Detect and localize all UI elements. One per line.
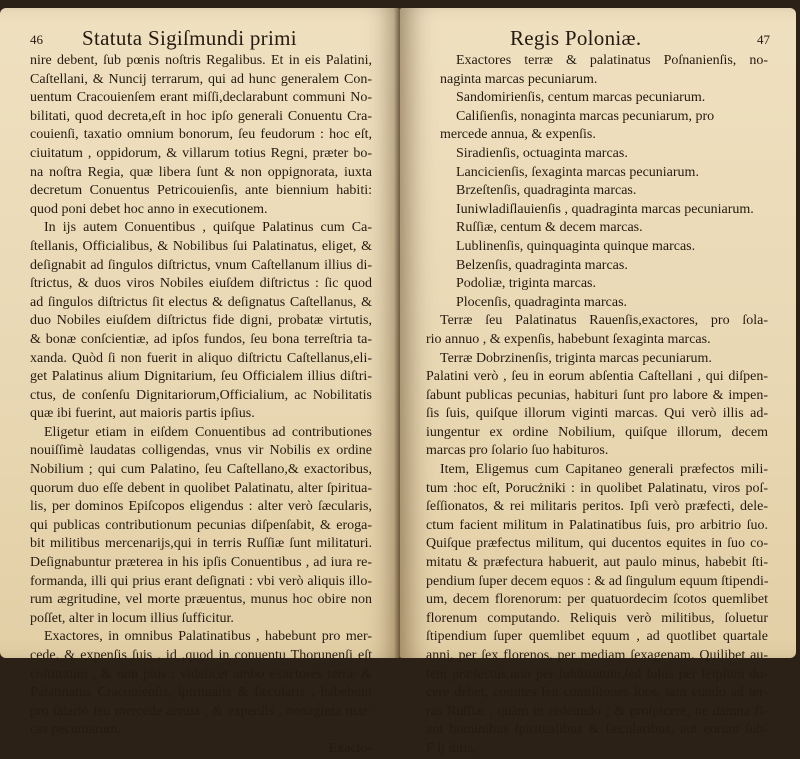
- text-line: tem præfectus,non per ſubſtitutum,ſed ſolus per ſeipſum du-: [426, 666, 768, 682]
- text-line: lis, per dominos Epiſcopos eligendus : alter verò ſæcularis,: [30, 499, 372, 515]
- text-line: naginta marcas pecuniarum.: [440, 71, 598, 87]
- text-line: anni, per ſex florenos, per mediam ſexagenam. Quilibet au-: [426, 648, 768, 663]
- text-line: Item, Eligemus cum Capitaneo generali præfectos mili-: [440, 462, 768, 478]
- text-line: ant hominibus ſpiritualibus & ſæcularibus, aut eorum ſub-: [426, 722, 768, 738]
- text-line: Exacto-: [328, 740, 372, 756]
- text-line: na noſtra Regia, quæ libera ſunt & non oppignorata, iuxta: [30, 164, 372, 180]
- left-page-number: 46: [30, 32, 43, 47]
- text-line: ſtipendium ſuper quemlibet equum , ad quotlibet quartale: [426, 629, 768, 645]
- text-line: couienſi, taxatio omnium bonorum, ſeu feudorum : hoc eſt,: [30, 127, 372, 143]
- text-line: ſis ſuis, quiſque illorum viginti marcas. Qui verò illis ad-: [426, 406, 768, 422]
- text-line: decretum Conuentus Petricouienſis, ante biennium habiti:: [30, 183, 372, 199]
- right-page-number: 47: [757, 32, 770, 47]
- text-line: bit militibus mercenarijs,qui in terris Ruſſiæ ſunt militaturi.: [30, 536, 372, 552]
- text-line: tum :hoc eſt, Porucżniki : in quolibet Palatinatu, viros poſ-: [426, 480, 768, 496]
- left-page-body: [30, 52, 376, 759]
- text-line: marcas pro ſolario ſuo habituros.: [426, 443, 609, 459]
- left-page-header: [30, 26, 376, 50]
- text-line: Lublinenſis, quinquaginta quinque marcas.: [456, 238, 696, 254]
- text-line: formanda, illi qui prius erant deſignati : vbi verò aliquis illo-: [30, 573, 372, 589]
- text-line: florenum computando. Reliquis verò militibus, ſoluetur: [426, 610, 768, 626]
- text-line: cere debet, comites ſeu comilitones ſuos, tam eundo ad ter-: [426, 685, 768, 701]
- text-line: quorum duo eſſe debent in quolibet Palatinatu, alter ſpiritua-: [30, 480, 372, 496]
- text-line: Ruſſiæ, centum & decem marcas.: [456, 220, 643, 236]
- text-line: Caſtellani, & Nuncij terrarum, qui ad hunc generalem Con-: [30, 71, 372, 87]
- text-line: Terræ Dobrzinenſis, triginta marcas pecuniarum.: [440, 350, 712, 366]
- text-line: Palatinatus Cracouienſis, ſpiritualis & ſæcularis , habebunt: [30, 685, 372, 701]
- text-line: mercede annua, & expenſis.: [440, 127, 596, 143]
- text-line: pendium ſuper decem equos : & ad ſingulum equum ſtipendi-: [426, 573, 769, 589]
- text-line: nire debent, ſub pœnis noſtris Regalibus. Et in eis Palatini,: [30, 53, 372, 68]
- text-line: cede, & expenſis ſuis , id ,quod in conuentu Thorunenſi eſt: [30, 648, 372, 663]
- text-line: ſabunt publicas pecunias, habituri ſunt pro labore & impen-: [426, 387, 768, 403]
- text-line: duo Nobiles eiuſdem diſtrictus fide digni, probatæ virtutis,: [30, 313, 372, 329]
- right-page-header: [426, 26, 770, 50]
- text-line: Podoliæ, triginta marcas.: [456, 276, 596, 292]
- text-line: get Palatinus alium Dignitarium, ſeu Officialem illius diſtri-: [30, 369, 372, 385]
- text-line: & bonæ conſcientiæ, ad ipſos fundos, ſeu bona terreſtria ta-: [30, 331, 372, 347]
- text-line: ras Ruſſiæ , quàm in redeundo ; & proſpicere, ne damna fi-: [426, 703, 768, 719]
- text-line: In ijs autem Conuentibus , quiſque Palatinus cum Ca-: [44, 220, 372, 236]
- text-line: Iuniwladiſlauienſis , quadraginta marcas pecuniarum.: [456, 201, 754, 217]
- text-line: uentum Cracouienſem erant miſſi,declarabunt communi No-: [30, 90, 372, 106]
- text-line: quæ ibi fuerint, aut maioris partis ipſius.: [30, 406, 255, 422]
- text-line: Nobilium ; qui cum Palatino, ſeu Caſtellano,& exactoribus,: [30, 462, 372, 478]
- text-line: Terræ ſeu Palatinatus Rauenſis,exactores, pro ſola-: [440, 313, 768, 329]
- text-line: rum ægritudine, vel morte præuentus, munus hoc obire non: [30, 592, 372, 608]
- text-line: ſtellanis, Officialibus, & Nobilibus ſui Palatinatus, eliget, &: [30, 238, 372, 254]
- text-line: Belzenſis, quadraginta marcas.: [456, 257, 628, 273]
- text-line: deſignabit ad ſingulos diſtrictus, vnum Caſtellanum illius di-: [30, 257, 372, 273]
- text-line: Eligetur etiam in eiſdem Conuentibus ad contributiones: [44, 424, 372, 440]
- text-line: poſſet, alter in locum illius ſufficitur.: [30, 610, 234, 626]
- text-line: Caliſienſis, nonaginta marcas pecuniarum, pro: [456, 108, 715, 124]
- text-line: Siradienſis, octuaginta marcas.: [456, 145, 628, 161]
- text-line: Deſignabuntur præterea in his ipſis Conuentibus , ad iura re-: [30, 555, 372, 571]
- text-line: F ij ditis,: [426, 740, 477, 756]
- text-line: Exactores, in omnibus Palatinatibus , habebunt pro mer-: [44, 629, 372, 645]
- right-page-body: [426, 52, 770, 759]
- text-line: Quiſque præfectus militum, qui ducentos equites in ſuo co-: [426, 536, 768, 552]
- text-line: bilitati, quod decreta,eſt in hoc ipſo generali Conuentu Cra-: [30, 108, 372, 124]
- text-line: Plocenſis, quadraginta marcas.: [456, 294, 628, 310]
- text-line: Brzeſtenſis, quadraginta marcas.: [456, 183, 637, 199]
- text-line: ſtrictus, & duos viros Nobiles eiuſdem diſtrictus : ſic quod: [30, 276, 372, 292]
- text-line: xanda. Quòd ſi non fuerit in aliquo diſtrictu Caſtellanus,eli-: [30, 350, 372, 366]
- left-page: [0, 8, 400, 756]
- right-page: [400, 8, 796, 756]
- text-line: Sandomirienſis, centum marcas pecuniarum.: [456, 90, 706, 106]
- text-line: nouiſſimè laudatas colligendas, vnus vir Nobilis ex ordine: [30, 443, 372, 459]
- text-line: cas pecuniarum.: [30, 722, 121, 738]
- text-line: Lancicienſis, ſexaginta marcas pecuniarum.: [456, 164, 699, 180]
- text-line: qui publicas contributionum pecunias diſpenſabit, & eroga-: [30, 517, 372, 533]
- text-line: pro ſalario ſeu mercede annua , & expenſis , nonaginta mar-: [30, 703, 372, 719]
- text-line: ctum facient militum in Palatinatibus ſuis, pro arbitrio ſuo.: [426, 517, 768, 533]
- left-running-head: Statuta Sigiſmundi primi: [82, 26, 297, 50]
- right-running-head: Regis Poloniæ.: [510, 26, 642, 50]
- text-line: Palatini verò , ſeu in eorum abſentia Caſtellani , qui diſpen-: [426, 369, 768, 385]
- text-line: coſtitutum , & non plus : videlicet ambo exactores terræ &: [30, 666, 372, 682]
- text-line: quod poni debet hoc anno in executionem.: [30, 201, 268, 217]
- text-line: Exactores terræ & palatinatus Poſnanienſis, no-: [456, 53, 768, 68]
- text-line: rio annuo , & expenſis, habebunt ſexaginta marcas.: [426, 331, 711, 347]
- text-line: iungentur ex ordine Nobilium, quiſque illorum, decem: [426, 424, 768, 440]
- text-line: ad ſingulos diſtrictus ſit electus & deſignatus Caſtellanus, &: [30, 294, 372, 310]
- text-line: mitatu & præfectura habuerit, aut paulo minus, habebit ſti-: [426, 555, 768, 571]
- text-line: ciuitatum , oppidorum, & villarum totius Regni, præter bo-: [30, 145, 372, 161]
- text-line: um, decem florenorum: per quatuordecim ſcotos quemlibet: [426, 592, 768, 608]
- text-line: ctus, de conſenſu Dignitariorum,Officialium, ac Nobilitatis: [30, 387, 372, 403]
- text-line: ſeſſionatos, & rei militaris peritos. Ipſi verò præfecti, dele-: [426, 499, 768, 515]
